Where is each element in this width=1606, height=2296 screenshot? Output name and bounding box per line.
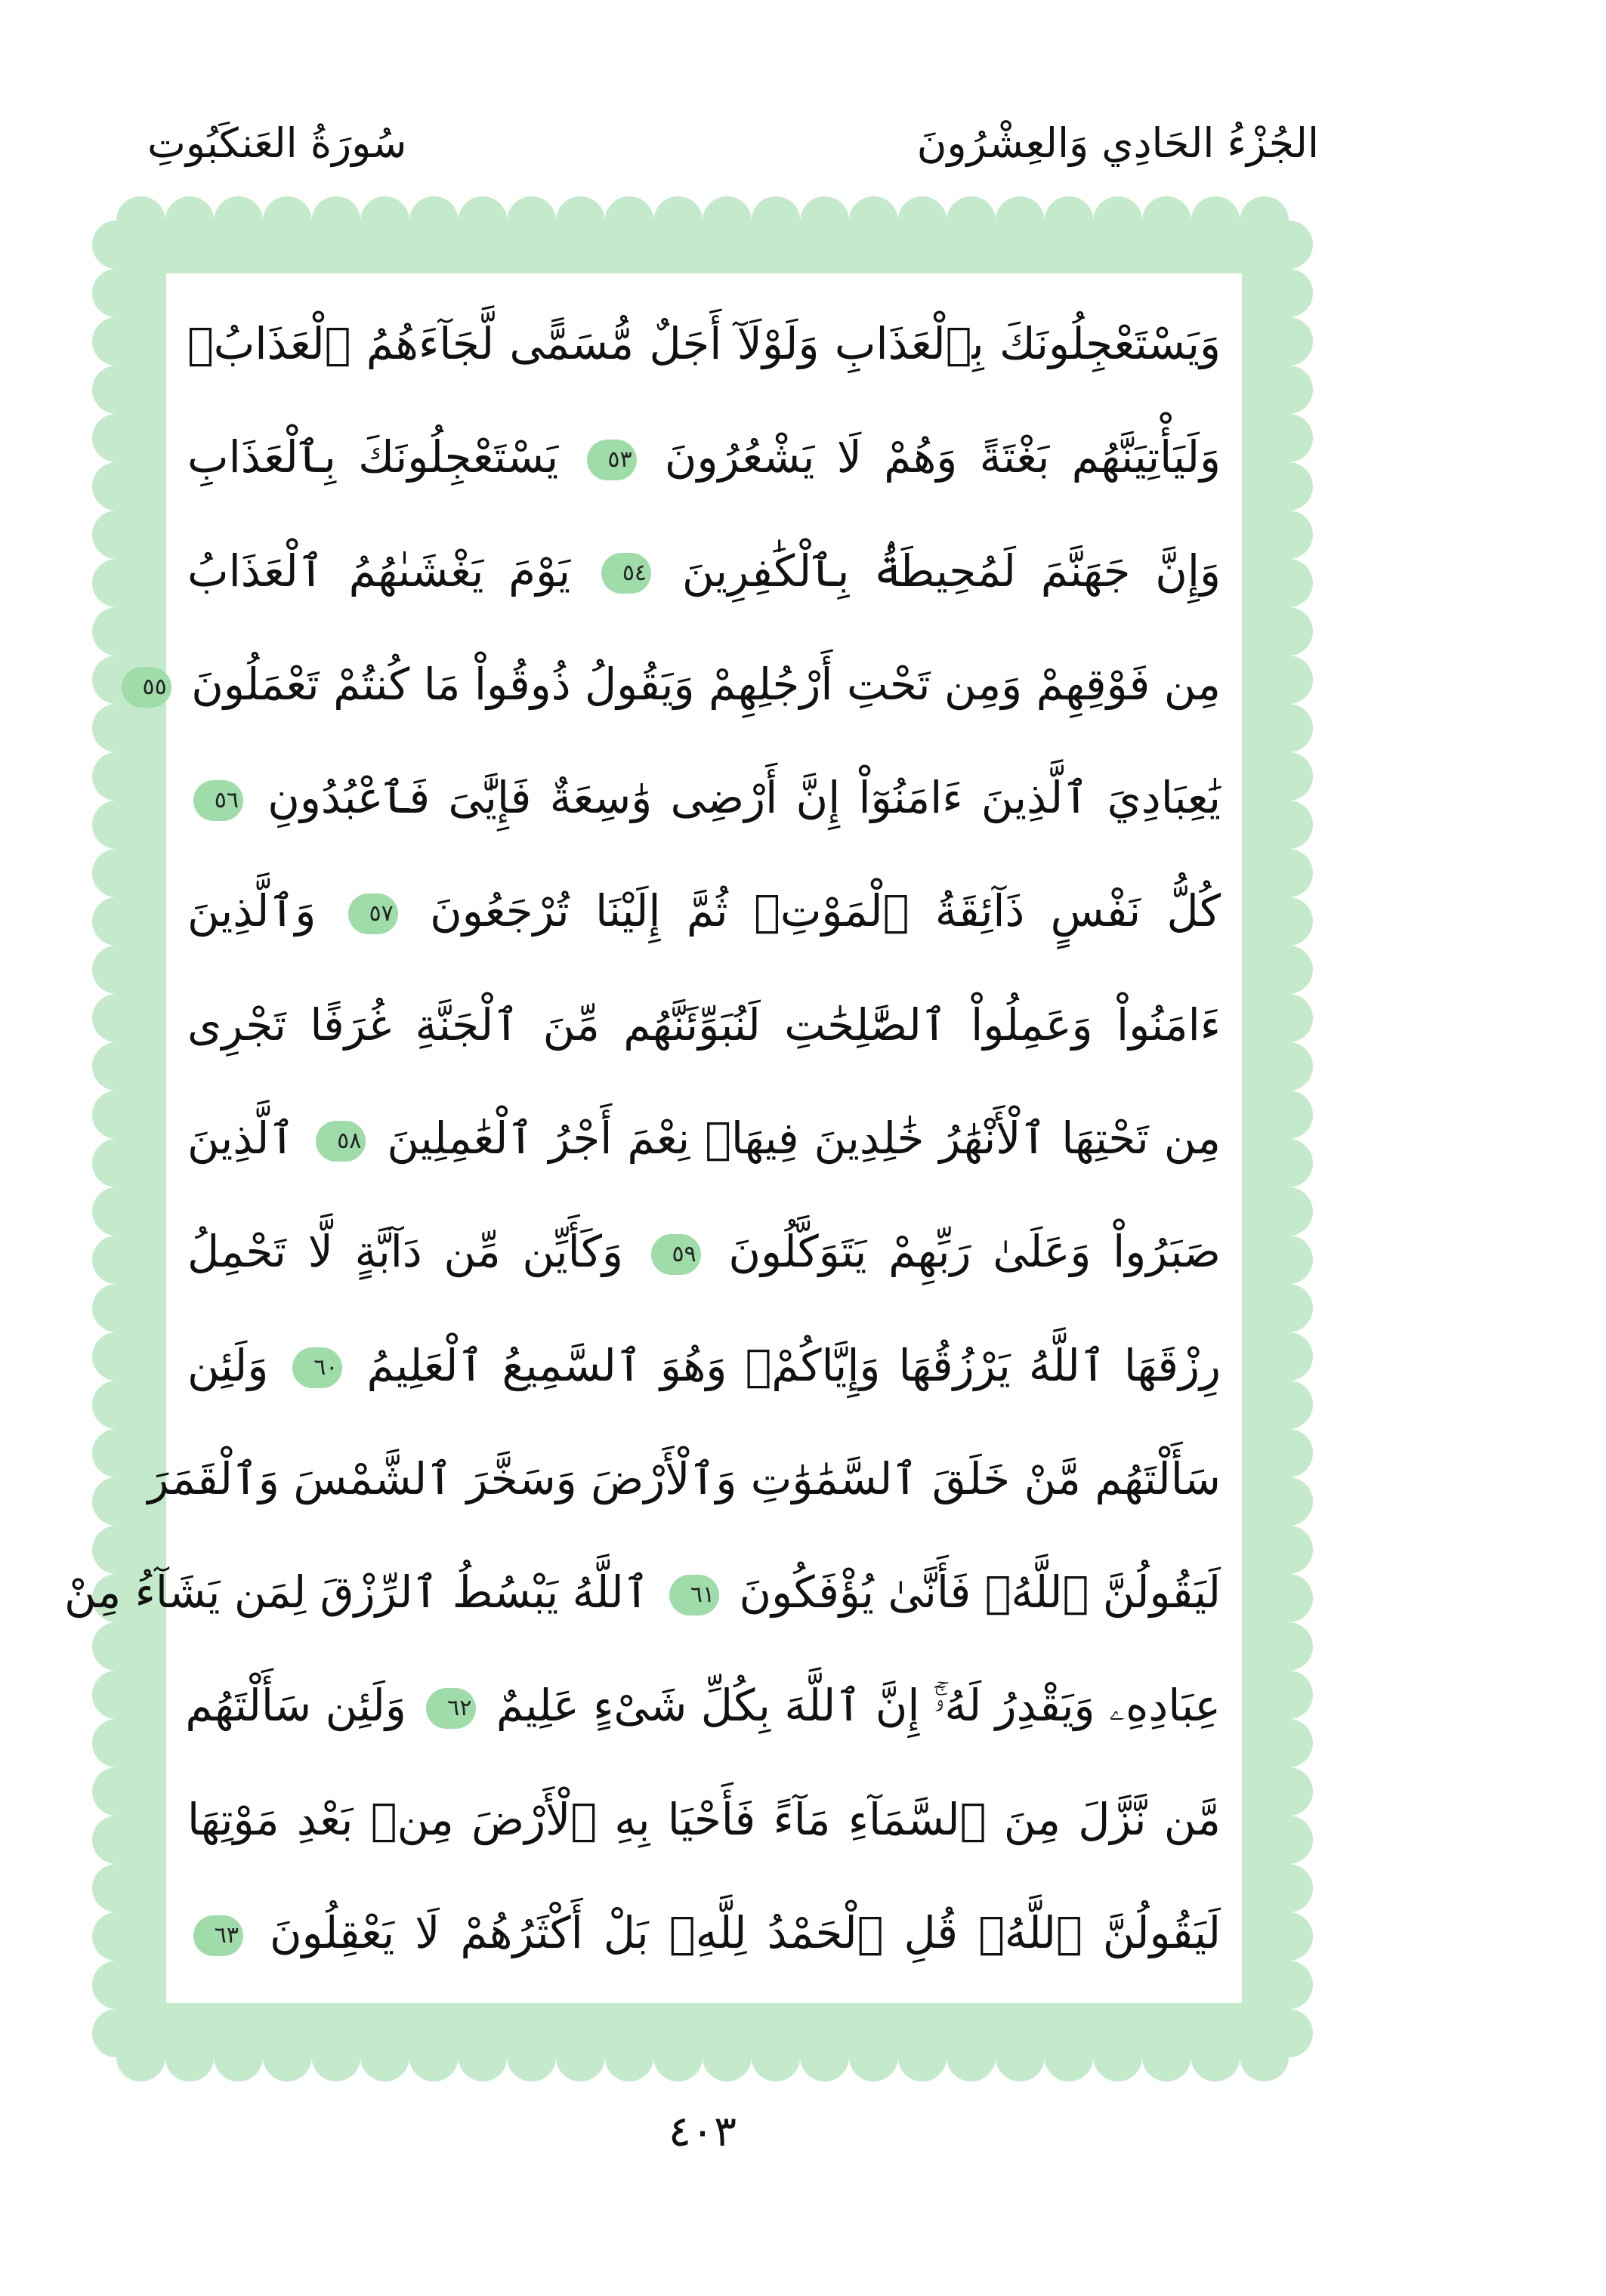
verse-text: يَٰعِبَادِيَ ٱلَّذِينَ ءَامَنُوٓاْ إِنَّ أَرْضِى وَٰسِعَةٌ فَإِيَّٰىَ فَٱعْبُدُونِ: [267, 772, 1221, 824]
verse-line: [166, 748, 1242, 847]
verse-text: ٱللَّهُ يَبْسُطُ ٱلرِّزْقَ لِمَن يَشَآءُ مِنْ: [63, 1566, 650, 1619]
verse-text: صَبَرُواْ وَعَلَىٰ رَبِّهِمْ يَتَوَكَّلُونَ: [728, 1226, 1221, 1278]
verse-text: مِن فَوْقِهِمْ وَمِن تَحْتِ أَرْجُلِهِمْ وَيَقُولُ ذُوقُواْ مَا كُنتُمْ تَعْمَلُونَ: [191, 658, 1221, 710]
verse-text: وَٱلَّذِينَ: [187, 885, 317, 937]
ayah-number-marker: ٥٦: [193, 780, 243, 821]
ayah-number-marker: ٥٣: [587, 440, 637, 480]
verse-text: عِبَادِهِۦ وَيَقْدِرُ لَهُۥٓۚ إِنَّ ٱللَّهَ بِكُلِّ شَىْءٍ عَلِيمٌ: [496, 1680, 1221, 1732]
ayah-number-marker: ٥٧: [348, 893, 398, 934]
verse-line: [166, 1202, 1242, 1301]
verse-line: [166, 976, 1242, 1074]
verse-line: [166, 522, 1242, 620]
verse-text: مِن تَحْتِهَا ٱلْأَنْهَٰرُ خَٰلِدِينَ فِيهَاۚ نِعْمَ أَجْرُ ٱلْعَٰمِلِينَ: [387, 1112, 1221, 1164]
juz-title: الجُزْءُ الحَادِي وَالعِشْرُونَ: [916, 119, 1319, 167]
ayah-number-marker: ٦٣: [193, 1915, 243, 1956]
verse-line: [166, 862, 1242, 960]
verse-text: مَّن نَّزَّلَ مِنَ ٱلسَّمَآءِ مَآءً فَأَحْيَا بِهِ ٱلْأَرْضَ مِنۢ بَعْدِ مَوْتِهَا: [187, 1793, 1221, 1845]
verse-line: [63, 1543, 1242, 1641]
verse-text: وَإِنَّ جَهَنَّمَ لَمُحِيطَةُۢ بِٱلْكَٰفِرِينَ: [681, 545, 1221, 597]
verse-text: يَوْمَ يَغْشَىٰهُمُ ٱلْعَذَابُ: [187, 545, 571, 597]
ayah-number-marker: ٥٨: [316, 1121, 366, 1162]
verse-text: وَكَأَيِّن مِّن دَآبَّةٍ لَّا تَحْمِلُ: [187, 1226, 623, 1278]
verse-text: يَسْتَعْجِلُونَكَ بِٱلْعَذَابِ: [187, 431, 559, 483]
verse-text: وَيَسْتَعْجِلُونَكَ بِٱلْعَذَابِ وَلَوْلَآ أَجَلٌ مُّسَمًّى لَّجَآءَهُمُ ٱلْعَذَابُۚ: [187, 318, 1221, 369]
ayah-number-marker: ٦٠: [292, 1347, 342, 1388]
verse-text: وَلَئِن سَأَلْتَهُم: [185, 1680, 406, 1732]
verse-text: ٱلَّذِينَ: [187, 1112, 295, 1164]
verse-line: [166, 1316, 1242, 1415]
page-number: ٤٠٣: [668, 2107, 737, 2156]
ayah-number-marker: ٦١: [669, 1575, 719, 1616]
verse-text: كُلُّ نَفْسٍ ذَآئِقَةُ ٱلْمَوْتِۖ ثُمَّ إِلَيْنَا تُرْجَعُونَ: [430, 885, 1221, 937]
verse-text: وَلَئِن: [187, 1339, 269, 1391]
verse-line: [166, 408, 1242, 506]
surah-title: سُورَةُ العَنكَبُوتِ: [147, 119, 407, 167]
ayah-number-marker: ٥٤: [601, 553, 651, 594]
verse-line: [166, 1770, 1242, 1869]
verse-text: ءَامَنُواْ وَعَمِلُواْ ٱلصَّٰلِحَٰتِ لَنُبَوِّئَنَّهُم مِّنَ ٱلْجَنَّةِ غُرَفًا تَجْرِى: [187, 998, 1221, 1051]
verse-line: [166, 295, 1242, 393]
verse-line: [142, 635, 1242, 733]
verse-text: وَلَيَأْتِيَنَّهُم بَغْتَةً وَهُمْ لَا يَشْعُرُونَ: [664, 431, 1221, 483]
verse-line: [166, 1884, 1242, 1982]
verse-text: لَيَقُولُنَّ ٱللَّهُۚ قُلِ ٱلْحَمْدُ لِلَّهِۚ بَلْ أَكْثَرُهُمْ لَا يَعْقِلُونَ: [270, 1906, 1221, 1958]
ayah-number-marker: ٥٥: [122, 667, 171, 708]
verse-text: سَأَلْتَهُم مَّنْ خَلَقَ ٱلسَّمَٰوَٰتِ وَٱلْأَرْضَ وَسَخَّرَ ٱلشَّمْسَ وَٱلْقَمَرَ: [147, 1452, 1221, 1504]
verse-text: رِزْقَهَا ٱللَّهُ يَرْزُقُهَا وَإِيَّاكُمْۚ وَهُوَ ٱلسَّمِيعُ ٱلْعَلِيمُ: [366, 1339, 1221, 1391]
verse-text: لَيَقُولُنَّ ٱللَّهُۖ فَأَنَّىٰ يُؤْفَكُونَ: [739, 1566, 1221, 1619]
text-panel: [63, 273, 1242, 2003]
verse-line: [166, 1656, 1242, 1754]
verse-line: [147, 1430, 1242, 1528]
ayah-number-marker: ٦٢: [426, 1688, 476, 1729]
verse-line: [166, 1089, 1242, 1187]
ayah-number-marker: ٥٩: [651, 1234, 701, 1275]
